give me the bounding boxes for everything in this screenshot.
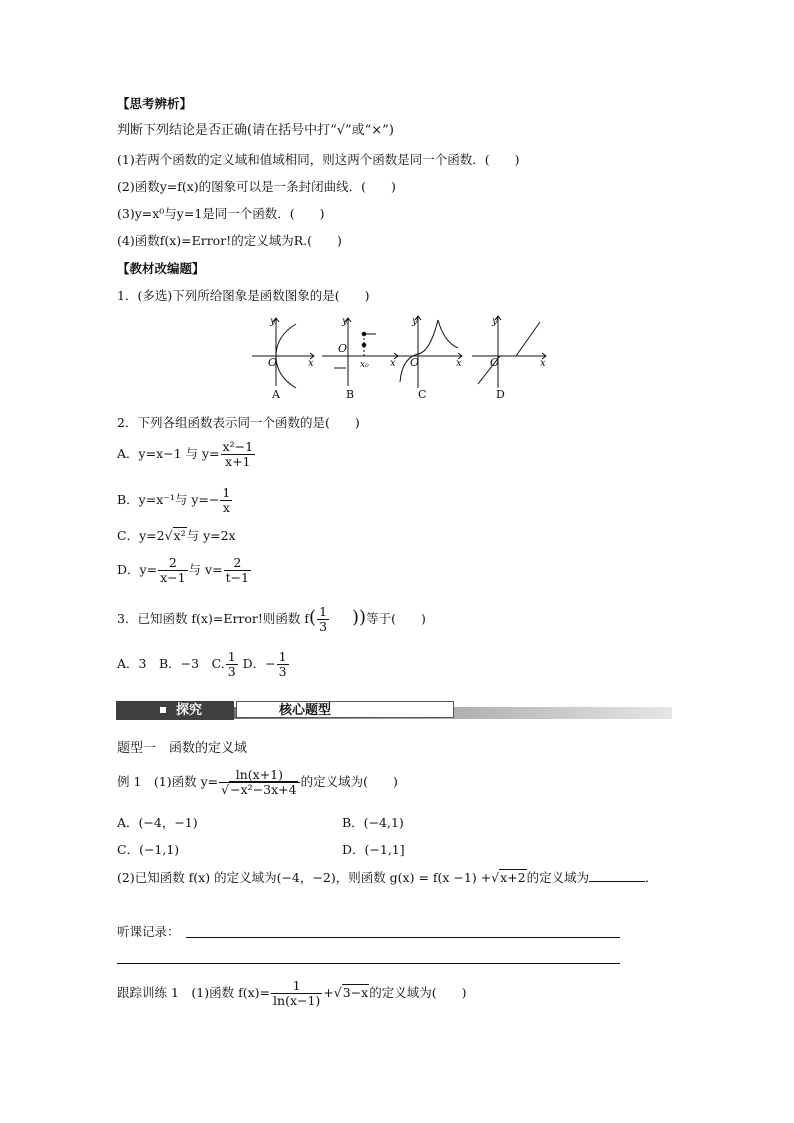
ex1-option-b: B．(−4,1) — [342, 815, 404, 830]
statement-1: (1)若两个函数的定义域和值域相同，则这两个函数是同一个函数．( ) — [117, 152, 520, 167]
svg-text:y: y — [492, 316, 498, 327]
statement-4: (4)函数f(x)=Error!的定义域为R.( ) — [117, 233, 342, 248]
ex1-option-c: C．(−1,1) — [117, 842, 180, 857]
example-1-part-1: 例 1 (1)函数 y= $\frac{\ln(x+1)}{\text{√−x²−3x+4}}$ 的定义域为( ) — [117, 767, 398, 797]
q3-options: A．3 B．−3 C. $\frac{1}{3}$ D．− $\frac{1}{3}$ — [117, 649, 287, 679]
q2-option-c: C．y=2√x²与 y=2x — [117, 528, 236, 543]
section-banner — [116, 701, 672, 721]
graph-a — [252, 318, 314, 388]
notes-line-2[interactable] — [117, 963, 620, 964]
statement-2: (2)函数y=f(x)的图象可以是一条封闭曲线．( ) — [117, 179, 396, 194]
svg-text:x: x — [390, 358, 396, 369]
svg-text:x₀: x₀ — [360, 360, 369, 370]
topic-title: 题型一 函数的定义域 — [117, 741, 248, 756]
graph-b — [322, 318, 398, 386]
instruction-text: 判断下列结论是否正确(请在括号中打“√”或“×”) — [117, 123, 394, 138]
banner-core-types-tab: 核心题型 — [236, 701, 454, 718]
answer-blank[interactable] — [589, 881, 645, 882]
function-graphs-figure — [250, 312, 550, 402]
question-3-stem: 3．已知函数 f(x)=Error!则函数 f( $\frac{1}{3}$ ))等于( ) — [117, 604, 426, 634]
ex1-option-a: A．(−4，−1) — [117, 815, 198, 830]
question-2-stem: 2．下列各组函数表示同一个函数的是( ) — [117, 415, 360, 430]
graph-label-d: D — [496, 388, 505, 401]
graph-label-c: C — [418, 388, 427, 401]
question-1-stem: 1．(多选)下列所给图象是函数图象的是( ) — [117, 288, 370, 303]
section-heading-textbook: 【教材改编题】 — [117, 261, 205, 276]
square-bullet-icon — [160, 707, 166, 713]
graph-d — [472, 316, 546, 388]
q2-option-a: A．y=x−1 与 y= $\frac{\text{x²−1}}{x+1}$ — [117, 439, 254, 469]
svg-text:y: y — [342, 316, 348, 327]
svg-text:O: O — [268, 356, 278, 369]
notes-label: 听课记录： — [117, 924, 180, 939]
svg-text:x: x — [456, 358, 462, 369]
graph-c — [396, 316, 462, 388]
svg-text:O: O — [490, 356, 500, 369]
statement-3: (3)y=x⁰与y=1是同一个函数．( ) — [117, 206, 325, 221]
q2-option-b: B．y=x⁻¹与 y=− $\frac{1}{x}$ — [117, 485, 231, 515]
svg-text:x: x — [308, 358, 314, 369]
q2-option-d: D．y= $\frac{2}{x-1}$ 与 v= $\frac{2}{t-1}$ — [117, 555, 250, 585]
notes-line-1[interactable] — [186, 937, 620, 938]
svg-text:y: y — [412, 316, 418, 327]
banner-explore-tab: 探究 — [116, 701, 234, 720]
svg-text:y: y — [270, 316, 276, 327]
section-heading-think: 【思考辨析】 — [117, 96, 193, 111]
graph-label-a: A — [272, 388, 280, 401]
practice-1: 跟踪训练 1 (1)函数 f(x)= $\frac{1}{\ln(x-1)}$ +√3−x的定义域为( ) — [117, 978, 467, 1008]
svg-text:O: O — [338, 342, 348, 355]
example-1-part-2: (2)已知函数 f(x) 的定义域为(−4，−2)，则函数 g(x) = f(x −1) +√x+2的定义域为 ． — [117, 870, 658, 885]
ex1-option-d: D．(−1,1] — [342, 842, 405, 857]
svg-text:x: x — [540, 358, 546, 369]
svg-text:O: O — [410, 356, 420, 369]
graph-label-b: B — [346, 388, 355, 401]
